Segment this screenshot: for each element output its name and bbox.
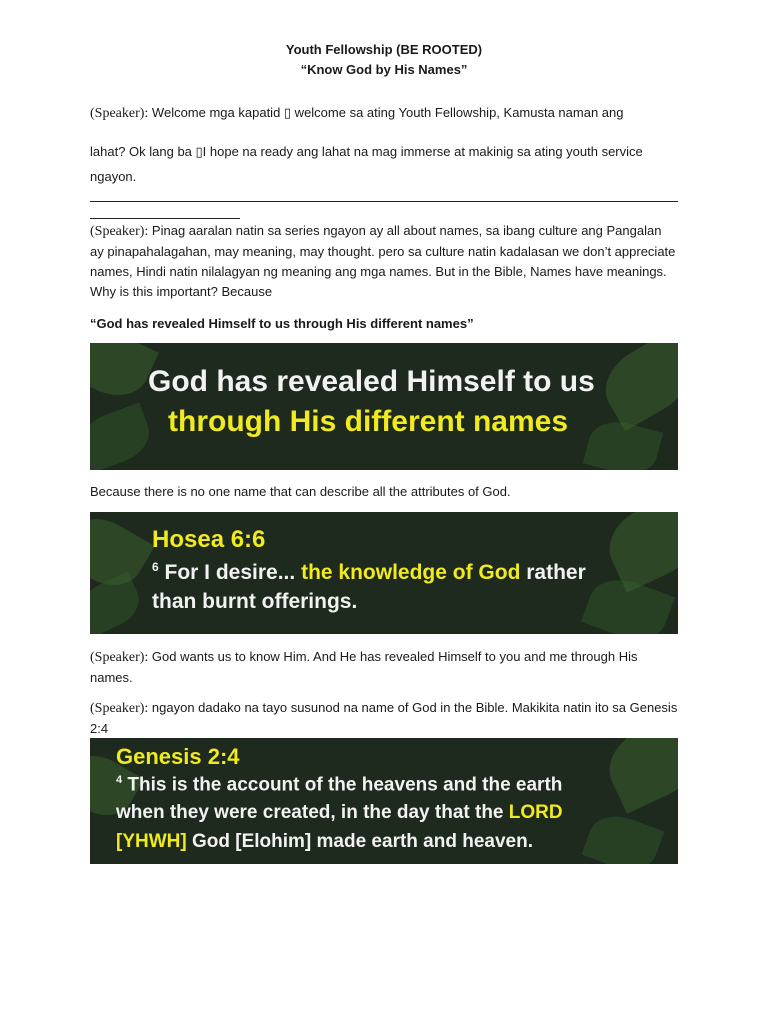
banner3-text: This is the account of the heavens and the earth xyxy=(122,774,563,796)
banner3-line3 xyxy=(116,831,678,853)
banner2-highlight: the knowledge of God xyxy=(301,561,521,584)
banner3-text: when they were created, in the day that the xyxy=(116,802,509,823)
paragraph-names-series xyxy=(90,221,678,302)
speaker-label: (Speaker): xyxy=(90,701,149,716)
banner2-line1 xyxy=(152,560,678,585)
paragraph-welcome-end: ngayon. xyxy=(90,169,137,184)
speaker-label: (Speaker): xyxy=(90,106,149,121)
title-line-1: Youth Fellowship (BE ROOTED) xyxy=(285,42,483,57)
banner-revealed-image xyxy=(90,343,678,470)
paragraph-next-name xyxy=(90,698,678,739)
speaker-label: (Speaker): xyxy=(90,650,149,665)
verse-number: 4 xyxy=(116,774,123,786)
banner3-line2 xyxy=(116,802,678,824)
leaf-decoration xyxy=(90,403,156,470)
banner3-text: God [Elohim] made earth and heaven. xyxy=(186,831,533,852)
banner3-reference: Genesis 2:4 xyxy=(116,744,240,769)
paragraph-welcome-cont: lahat? Ok lang ba ▯I hope na ready ang lahat na mag immerse at makinig sa ating youth service xyxy=(90,144,643,159)
speaker-label: (Speaker): xyxy=(90,224,149,239)
banner1-line2: through His different names xyxy=(168,405,569,438)
verse-number: 6 xyxy=(152,560,159,574)
document-title xyxy=(90,40,678,80)
paragraph-attributes: Because there is no one name that can describe all the attributes of God. xyxy=(90,484,511,499)
banner3-highlight: LORD xyxy=(508,802,563,823)
paragraph-text: Pinag aaralan natin sa series ngayon ay all about names, sa ibang culture ang Pangalan ay pinapahalagahan, may meaning, may thought. pero sa culture natin kadalasan we don’t appreciate names, Hindi natin nilalagyan ng meaning ang mga names. But in the Bible, Names have meanings. Why is this important? Because xyxy=(90,223,676,299)
paragraph-text: ngayon dadako na tayo susunod na name of God in the Bible. Makikita natin ito sa Genesis 2:4 xyxy=(90,700,678,736)
separator-line xyxy=(90,201,678,202)
banner3-line1 xyxy=(116,774,678,796)
banner3-highlight: [YHWH] xyxy=(116,831,187,852)
banner2-reference: Hosea 6:6 xyxy=(152,526,266,553)
banner2-text: rather xyxy=(520,561,586,584)
banner2-text: For I desire... xyxy=(158,561,302,584)
banner2-line2: than burnt offerings. xyxy=(152,590,358,613)
paragraph-welcome xyxy=(90,103,678,124)
separator-line-short xyxy=(90,218,240,219)
paragraph-text: Welcome mga kapatid ▯ welcome sa ating Youth Fellowship, Kamusta naman ang xyxy=(148,105,624,120)
banner1-line1: God has revealed Himself to us xyxy=(148,365,595,398)
title-line-2: “Know God by His Names” xyxy=(300,62,468,77)
paragraph-know-him xyxy=(90,647,678,688)
paragraph-text: God wants us to know Him. And He has revealed Himself to you and me through His names. xyxy=(90,649,638,685)
banner-genesis-image xyxy=(90,738,678,864)
quote-revealed: “God has revealed Himself to us through His different names” xyxy=(90,316,474,331)
banner-hosea-image xyxy=(90,512,678,634)
